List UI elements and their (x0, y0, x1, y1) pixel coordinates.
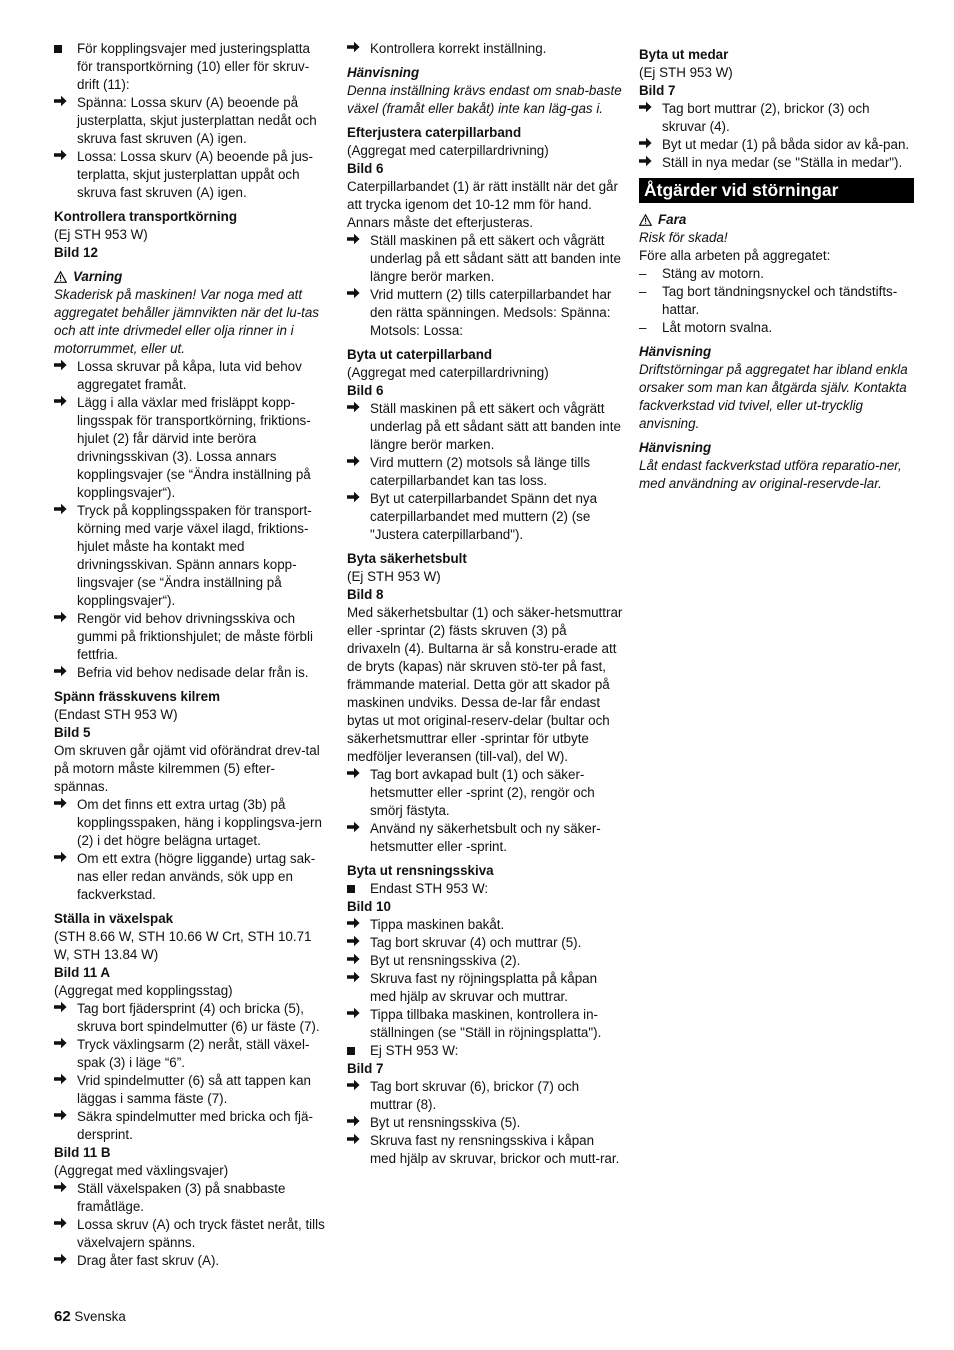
instruction-step (347, 1114, 623, 1132)
arrow-right-icon (347, 934, 365, 952)
instruction-step (54, 148, 329, 202)
italic-note-text: Låt endast fackverkstad utföra reparatio-ner, med användning av original-reservde-lar. (639, 458, 902, 491)
figure-reference-text: Bild 6 (347, 161, 384, 176)
arrow-right-icon (347, 454, 365, 472)
body-text-text: Caterpillarbandet (1) är rätt inställt när det går att trycka igenom det 10-12 mm för hand. Annars måste det efterjusteras. (347, 179, 618, 230)
instruction-step (54, 1252, 329, 1270)
body-text (639, 64, 914, 82)
item-text: Befria vid behov nedisade delar från is. (77, 665, 309, 680)
item-text: Spänna: Lossa skurv (A) beoende på justerplatta, skjut justerplattan nedåt och skruva fast skruven (A) igen. (77, 95, 317, 146)
arrow-right-icon (639, 136, 657, 154)
arrow-right-icon (347, 490, 365, 508)
figure-reference (347, 1060, 623, 1078)
instruction-step (347, 766, 623, 820)
figure-reference (54, 244, 329, 262)
item-text: Om ett extra (högre liggande) urtag sak-nas eller redan används, sök upp en fackverkstad. (77, 851, 316, 902)
body-text-text: (Ej STH 953 W) (54, 227, 148, 242)
body-text-text: (Aggregat med kopplingsstag) (54, 983, 233, 998)
figure-reference-text: Bild 10 (347, 899, 391, 914)
section-heading-text: Byta säkerhetsbult (347, 551, 467, 566)
instruction-step (347, 934, 623, 952)
section-heading (639, 46, 914, 64)
arrow-right-icon (347, 286, 365, 304)
arrow-right-icon (347, 400, 365, 418)
item-text: Stäng av motorn. (662, 266, 764, 281)
arrow-right-icon (54, 796, 72, 814)
item-text: Ställ maskinen på ett säkert och vågrätt underlag på ett sådant sätt att banden inte längre berör marken. (370, 233, 621, 284)
arrow-right-icon (347, 1006, 365, 1024)
bullet-item (54, 40, 329, 94)
page-number: 62 (54, 1308, 71, 1325)
item-text: Skruva fast ny rensningsskiva i kåpan med hjälp av skruvar, brickor och mutt-rar. (370, 1133, 620, 1166)
item-text: Tippa maskinen bakåt. (370, 917, 505, 932)
figure-reference (54, 1144, 329, 1162)
instruction-step (54, 502, 329, 610)
instruction-step (54, 610, 329, 664)
arrow-right-icon (347, 952, 365, 970)
instruction-step (347, 1132, 623, 1168)
figure-reference (347, 586, 623, 604)
body-text (54, 742, 329, 796)
section-heading-text: Efterjustera caterpillarband (347, 125, 522, 140)
note-heading (639, 343, 914, 361)
body-text (347, 142, 623, 160)
arrow-right-icon (54, 94, 72, 112)
instruction-step (347, 1078, 623, 1114)
item-text: Lägg i alla växlar med frisläppt kopp-lingsspak för transportkörning, friktions-hjulet (2) får därvid inte beröra drivningsskivan (3). Lossa annars kopplingsvajer (se “Ändra inställning på kopplingsvajer“). (77, 395, 311, 500)
page-footer (54, 1308, 126, 1326)
warning-triangle-icon (639, 212, 658, 227)
section-heading (347, 550, 623, 568)
arrow-right-icon (54, 1180, 72, 1198)
item-text: Drag åter fast skruv (A). (77, 1253, 220, 1268)
item-text: Vrid muttern (2) tills caterpillarbandet har den rätta spänningen. Medsols: Spänna: Motsols: Lossa: (370, 287, 612, 338)
footer-language: Svenska (74, 1309, 126, 1324)
item-text: Om det finns ett extra urtag (3b) på kopplingsspaken, häng i kopplingsva-jern (2) i det högre belägna urtaget. (77, 797, 322, 848)
arrow-right-icon (347, 40, 365, 58)
figure-reference-text: Bild 12 (54, 245, 98, 260)
item-text: Tag bort fjädersprint (4) och bricka (5), skruva bort spindelmutter (6) ur fäste (7). (77, 1001, 320, 1034)
body-text-text: (Ej STH 953 W) (639, 65, 733, 80)
column-right (639, 40, 914, 493)
instruction-step (347, 232, 623, 286)
item-text: Låt motorn svalna. (662, 320, 773, 335)
section-heading (347, 346, 623, 364)
warning-label: Fara (658, 212, 687, 227)
arrow-right-icon (639, 100, 657, 118)
item-text: Vird muttern (2) motsols så länge tills caterpillarbandet kan tas loss. (370, 455, 591, 488)
item-text: Tag bort muttrar (2), brickor (3) och skruvar (4). (662, 101, 870, 134)
item-text: Byt ut medar (1) på båda sidor av kå-pan. (662, 137, 910, 152)
body-text (54, 982, 329, 1000)
item-text: Endast STH 953 W: (370, 881, 489, 896)
italic-note-text: Skaderisk på maskinen! Var noga med att aggregatet behåller jämnvikten när det lu-tas och att inte drivmedel eller olja rinner in i motorrummet, eller ut. (54, 287, 319, 356)
instruction-step (54, 394, 329, 502)
item-text: Rengör vid behov drivningsskiva och gummi på friktionshjulet; de måste förbli fettfria. (77, 611, 313, 662)
dash-bullet: – (639, 320, 647, 335)
dash-item (639, 319, 914, 337)
bullet-item (347, 880, 623, 898)
body-text (347, 604, 623, 766)
arrow-right-icon (347, 970, 365, 988)
instruction-step (347, 490, 623, 544)
body-text (347, 568, 623, 586)
arrow-right-icon (54, 610, 72, 628)
arrow-right-icon (54, 850, 72, 868)
item-text: Tippa tillbaka maskinen, kontrollera in-ställningen (se "Ställ in röjningsplatta"). (370, 1007, 602, 1040)
arrow-right-icon (347, 1078, 365, 1096)
body-text-text: (Aggregat med caterpillardrivning) (347, 143, 549, 158)
dash-item (639, 265, 914, 283)
item-text: Lossa: Lossa skurv (A) beoende på jus-terplatta, skjut justerplattan uppåt och skruva fast skruven (A) igen. (77, 149, 313, 200)
body-text (54, 928, 329, 964)
warning-label: Varning (73, 269, 123, 284)
body-text-text: (Endast STH 953 W) (54, 707, 178, 722)
section-heading-text: Ställa in växelspak (54, 911, 174, 926)
arrow-right-icon (54, 502, 72, 520)
section-heading (347, 124, 623, 142)
warning-heading (54, 268, 329, 286)
instruction-step (54, 1216, 329, 1252)
section-heading-text: Byta ut rensningsskiva (347, 863, 494, 878)
body-text-text: (Ej STH 953 W) (347, 569, 441, 584)
arrow-right-icon (54, 1036, 72, 1054)
instruction-step (639, 100, 914, 136)
figure-reference-text: Bild 7 (639, 83, 676, 98)
arrow-right-icon (347, 232, 365, 250)
body-text-text: (STH 8.66 W, STH 10.66 W Crt, STH 10.71 W, STH 13.84 W) (54, 929, 312, 962)
dash-bullet: – (639, 284, 647, 299)
italic-note-text: Denna inställning krävs endast om snab-baste växel (framåt eller bakåt) inte kan läg-gas i. (347, 83, 622, 116)
instruction-step (54, 1108, 329, 1144)
section-heading-text: Spänn frässkuvens kilrem (54, 689, 220, 704)
dash-bullet: – (639, 266, 647, 281)
body-text (347, 178, 623, 232)
italic-note-text: Driftstörningar på aggregatet har ibland enkla orsaker som man kan åtgärda själv. Kontakta fackverkstad vid tvivel, eller ut-trycklig anvisning. (639, 362, 908, 431)
note-heading-text: Hänvisning (639, 440, 712, 455)
body-text (639, 247, 914, 265)
arrow-right-icon (347, 766, 365, 784)
body-text-text: Med säkerhetsbultar (1) och säker-hetsmuttrar eller -sprintar (2) fästs skruven (3) på drivaxeln (4). Bultarna är så konstru-erade att de bryts (kapas) när skruven stö-ter på fast, främmande material. Detta gör att skador på maskinen undviks. Dessa de-lar får endast bytas ut mot original-reserv-delar (bultar och säkerhetsmuttrar eller -sprintar för utbyte medföljer leveransen (till-val), del W). (347, 605, 623, 764)
figure-reference-text: Bild 11 A (54, 965, 111, 980)
arrow-right-icon (54, 664, 72, 682)
italic-note (639, 361, 914, 433)
arrow-right-icon (347, 1114, 365, 1132)
instruction-step (347, 820, 623, 856)
instruction-step (54, 1072, 329, 1108)
figure-reference (347, 382, 623, 400)
item-text: Byt ut rensningsskiva (5). (370, 1115, 521, 1130)
body-text (54, 706, 329, 724)
body-text-text: (Aggregat med caterpillardrivning) (347, 365, 549, 380)
italic-note (347, 82, 623, 118)
item-text: Säkra spindelmutter med bricka och fjä-dersprint. (77, 1109, 313, 1142)
item-text: Byt ut caterpillarbandet Spänn det nya caterpillarbandet med muttern (2) (se "Justera caterpillarband"). (370, 491, 598, 542)
body-text (54, 1162, 329, 1180)
arrow-right-icon (347, 916, 365, 934)
item-text: Skruva fast ny röjningsplatta på kåpan med hjälp av skruvar och muttrar. (370, 971, 598, 1004)
body-text-text: Om skruven går ojämt vid oförändrat drev-tal på motorn måste kilremmen (5) efter-spännas. (54, 743, 320, 794)
body-text-text: (Aggregat med växlingsvajer) (54, 1163, 229, 1178)
item-text: Använd ny säkerhetsbult och ny säker-hetsmutter eller -sprint. (370, 821, 601, 854)
item-text: Ställ maskinen på ett säkert och vågrätt underlag på ett sådant sätt att banden inte längre berör marken. (370, 401, 621, 452)
figure-reference (639, 82, 914, 100)
chapter-heading-text: Åtgärder vid störningar (644, 180, 839, 200)
instruction-step (639, 154, 914, 172)
figure-reference-text: Bild 11 B (54, 1145, 111, 1160)
item-text: Tag bort skruvar (4) och muttrar (5). (370, 935, 582, 950)
note-heading-text: Hänvisning (639, 344, 712, 359)
item-text: Tryck på kopplingsspaken för transport-körning med varje växel ilagd, friktions-hjulet måste ha kontakt med drivningsskivan. Spänn annars kopp-lingsvajer (se “Ändra inställning på kopplingsvajer“). (77, 503, 312, 608)
instruction-step (347, 916, 623, 934)
instruction-step (347, 40, 623, 58)
warning-triangle-icon (54, 269, 73, 284)
italic-note (639, 229, 914, 247)
instruction-step (347, 952, 623, 970)
italic-note (54, 286, 329, 358)
note-heading (639, 439, 914, 457)
section-heading-text: Byta ut caterpillarband (347, 347, 493, 362)
arrow-right-icon (54, 148, 72, 166)
figure-reference (347, 898, 623, 916)
arrow-right-icon (347, 820, 365, 838)
instruction-step (347, 286, 623, 340)
italic-note (639, 457, 914, 493)
instruction-step (347, 1006, 623, 1042)
column-left (54, 40, 329, 1270)
warning-heading (639, 211, 914, 229)
instruction-step (54, 94, 329, 148)
item-text: För kopplingsvajer med justeringsplatta för transportkörning (10) eller för skruv-drift (11): (77, 41, 310, 92)
instruction-step (347, 400, 623, 454)
arrow-right-icon (639, 154, 657, 172)
instruction-step (347, 970, 623, 1006)
item-text: Byt ut rensningsskiva (2). (370, 953, 521, 968)
figure-reference-text: Bild 7 (347, 1061, 384, 1076)
instruction-step (54, 1180, 329, 1216)
instruction-step (54, 1000, 329, 1036)
instruction-step (54, 664, 329, 682)
dash-item (639, 283, 914, 319)
instruction-step (54, 1036, 329, 1072)
section-heading (54, 208, 329, 226)
item-text: Lossa skruvar på kåpa, luta vid behov aggregatet framåt. (77, 359, 302, 392)
figure-reference-text: Bild 6 (347, 383, 384, 398)
arrow-right-icon (54, 358, 72, 376)
instruction-step (54, 796, 329, 850)
item-text: Ej STH 953 W: (370, 1043, 459, 1058)
figure-reference-text: Bild 8 (347, 587, 384, 602)
square-bullet-icon (54, 40, 72, 58)
figure-reference (347, 160, 623, 178)
figure-reference (54, 964, 329, 982)
item-text: Tag bort skruvar (6), brickor (7) och muttrar (8). (370, 1079, 580, 1112)
figure-reference (54, 724, 329, 742)
note-heading-text: Hänvisning (347, 65, 420, 80)
arrow-right-icon (54, 1252, 72, 1270)
instruction-step (639, 136, 914, 154)
item-text: Ställ växelspaken (3) på snabbaste framåtläge. (77, 1181, 286, 1214)
figure-reference-text: Bild 5 (54, 725, 91, 740)
item-text: Vrid spindelmutter (6) så att tappen kan läggas i samma fäste (7). (77, 1073, 311, 1106)
section-heading (347, 862, 623, 880)
body-text (347, 364, 623, 382)
section-heading-text: Byta ut medar (639, 47, 729, 62)
bullet-item (347, 1042, 623, 1060)
body-text-text: Före alla arbeten på aggregatet: (639, 248, 831, 263)
chapter-heading (639, 178, 914, 203)
item-text: Tryck växlingsarm (2) neråt, ställ växel-spak (3) i läge “6”. (77, 1037, 310, 1070)
section-heading-text: Kontrollera transportkörning (54, 209, 238, 224)
arrow-right-icon (54, 1000, 72, 1018)
instruction-step (54, 358, 329, 394)
arrow-right-icon (54, 1072, 72, 1090)
square-bullet-icon (347, 1042, 365, 1060)
arrow-right-icon (54, 394, 72, 412)
instruction-step (347, 454, 623, 490)
italic-note-text: Risk för skada! (639, 230, 728, 245)
column-middle (347, 40, 623, 1168)
item-text: Lossa skruv (A) och tryck fästet neråt, tills växelvajern spänns. (77, 1217, 325, 1250)
arrow-right-icon (347, 1132, 365, 1150)
square-bullet-icon (347, 880, 365, 898)
item-text: Ställ in nya medar (se "Ställa in medar"). (662, 155, 903, 170)
body-text (54, 226, 329, 244)
item-text: Tag bort avkapad bult (1) och säker-hetsmutter eller -sprint (2), rengör och smörj fästyta. (370, 767, 595, 818)
instruction-step (54, 850, 329, 904)
arrow-right-icon (54, 1216, 72, 1234)
item-text: Tag bort tändningsnyckel och tändstifts-hattar. (662, 284, 898, 317)
note-heading (347, 64, 623, 82)
arrow-right-icon (54, 1108, 72, 1126)
section-heading (54, 910, 329, 928)
item-text: Kontrollera korrekt inställning. (370, 41, 547, 56)
section-heading (54, 688, 329, 706)
